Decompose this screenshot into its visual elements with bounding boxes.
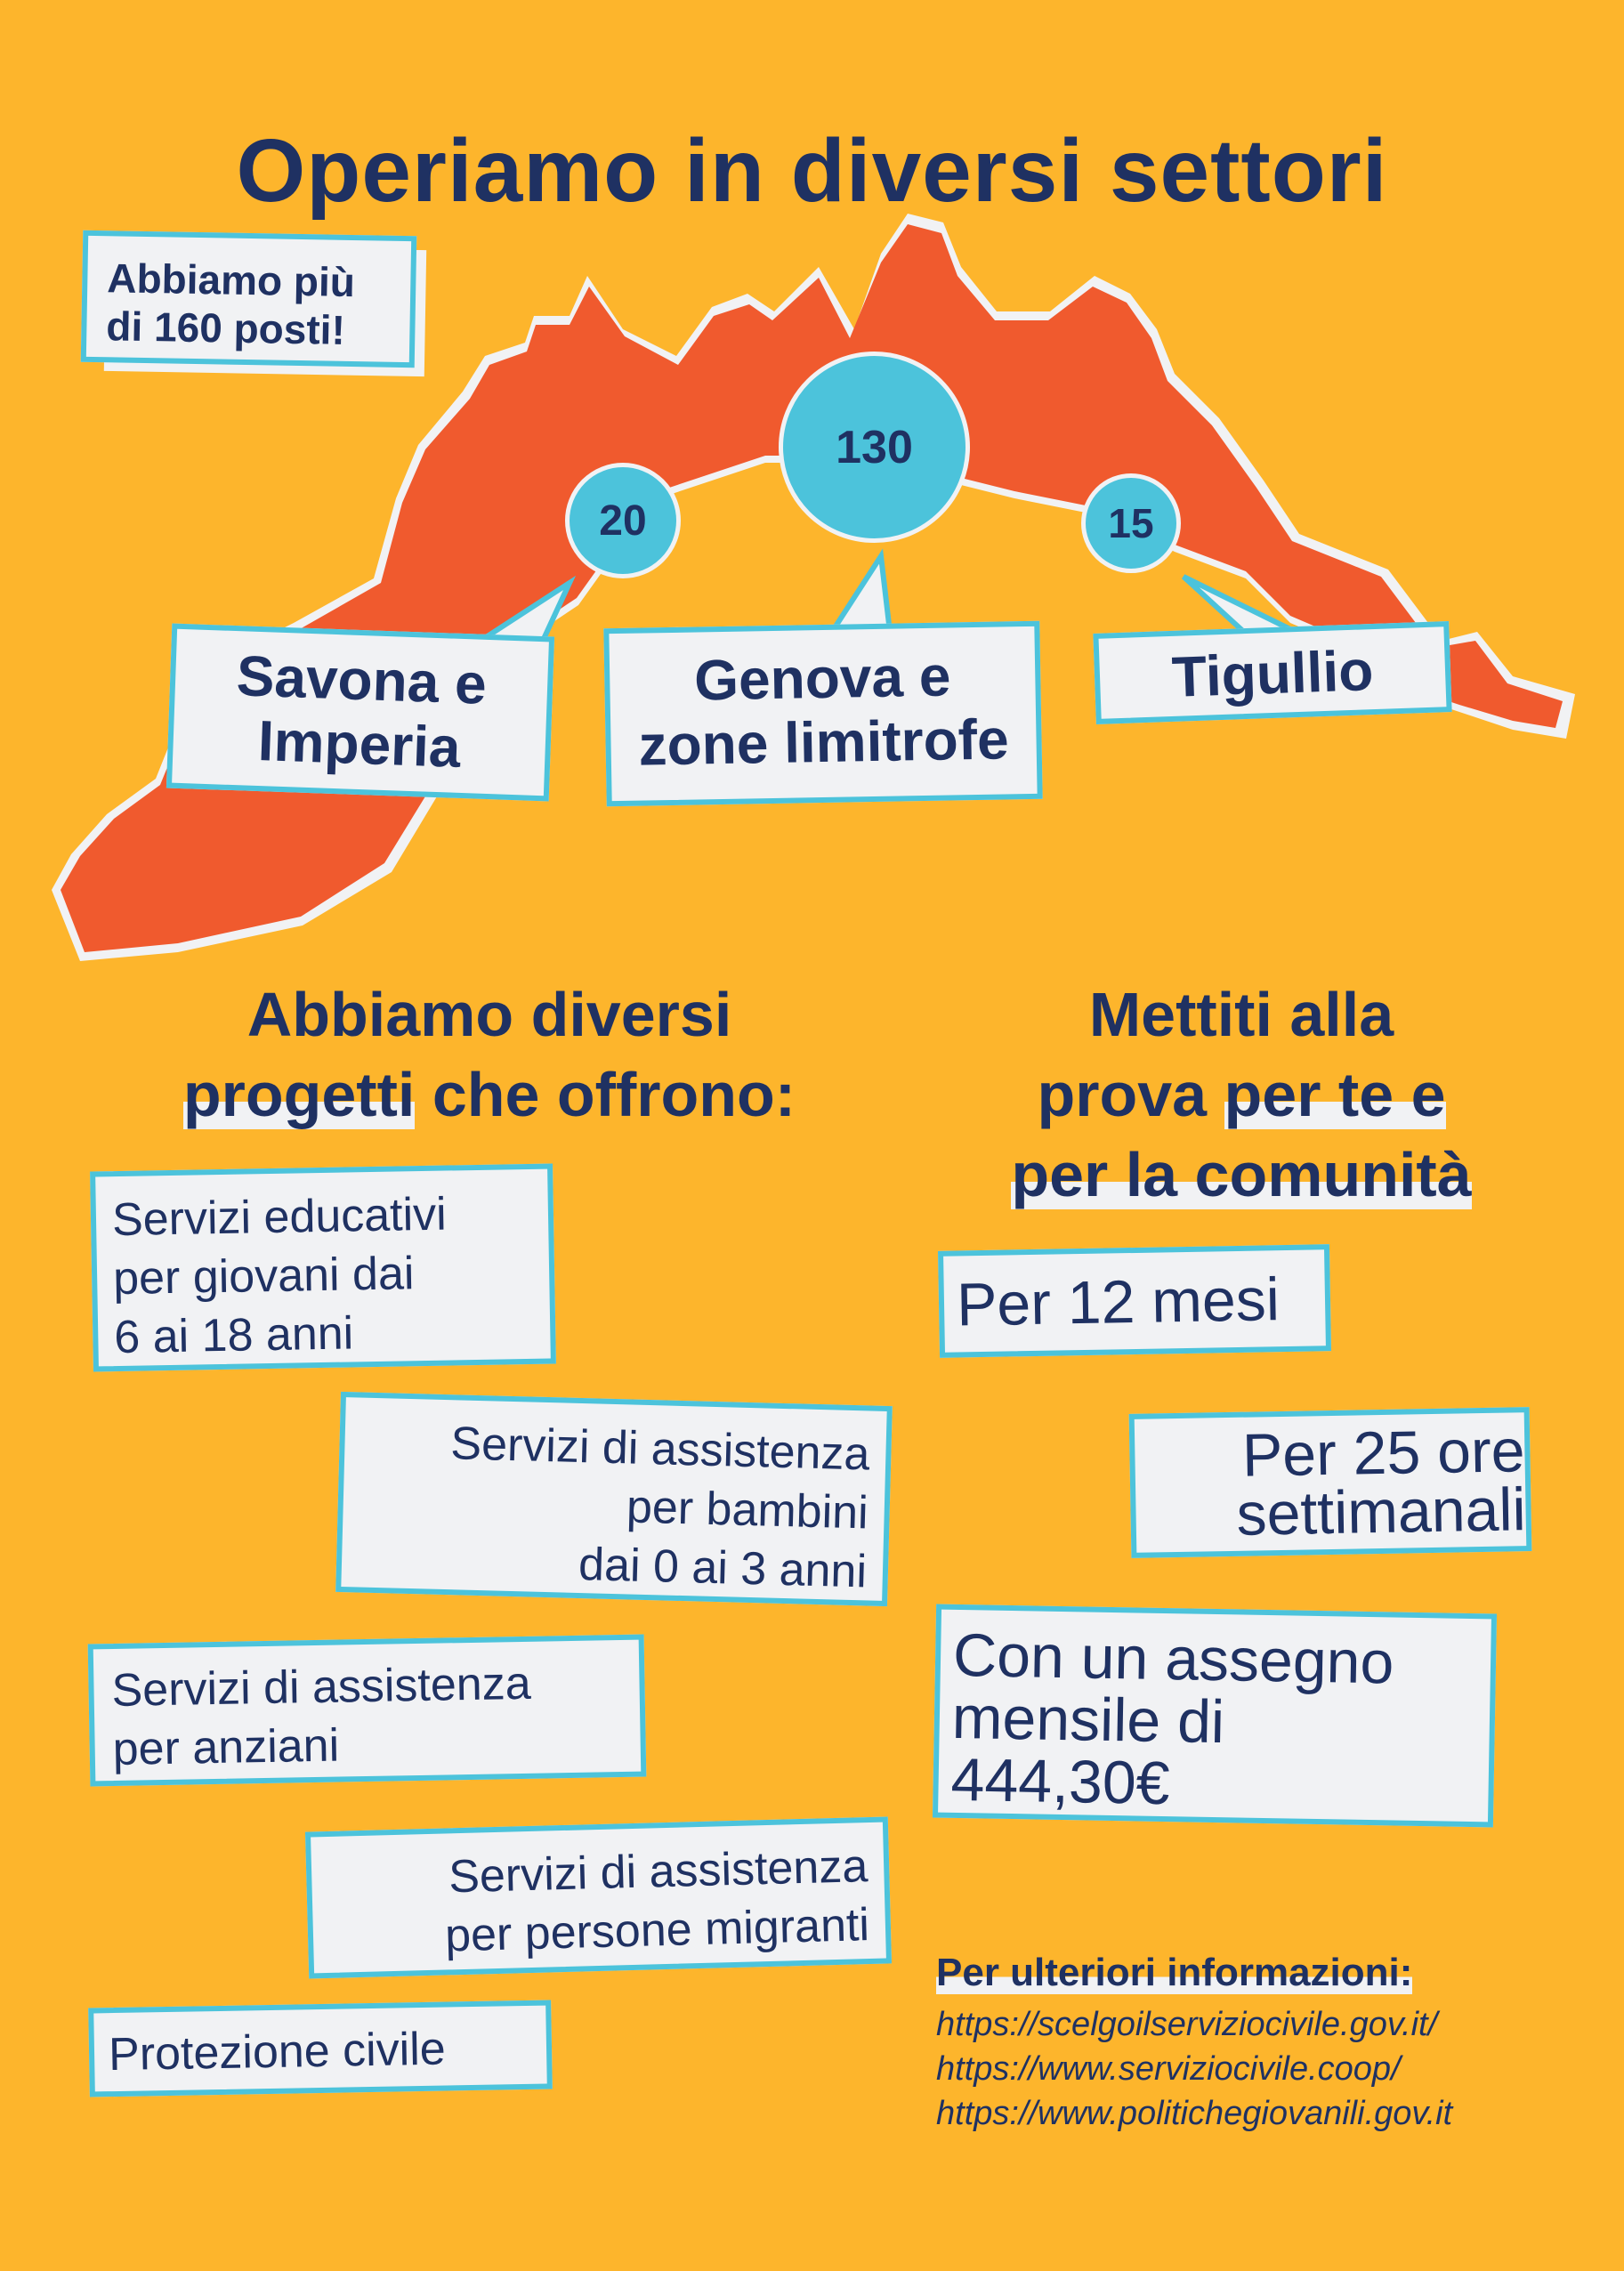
projects-heading-rest: che offrono: xyxy=(432,1060,796,1129)
genova-pointer xyxy=(832,556,890,632)
savona-pointer xyxy=(481,583,570,641)
projects-heading-line-2 xyxy=(80,1055,899,1135)
region-genova-label xyxy=(603,621,1042,807)
offer-duration xyxy=(938,1244,1331,1358)
seats-note xyxy=(81,230,417,368)
page-title: Operiamo in diversi settori xyxy=(236,121,1388,221)
challenge-heading-line-3 xyxy=(925,1135,1557,1215)
offer-duration-line-1: Per 12 mesi xyxy=(956,1265,1281,1339)
info-title-text: Per ulteriori informazioni: xyxy=(936,1951,1413,1994)
offer-allowance-line-3: 444,30€ xyxy=(950,1745,1171,1818)
project-elderly-line-2: per anziani xyxy=(112,1719,340,1775)
link-politichegiovanili[interactable]: https://www.politichegiovanili.gov.it xyxy=(936,2095,1453,2132)
project-children-line-1: Servizi di assistenza xyxy=(449,1418,871,1481)
tigullio-pointer xyxy=(1184,577,1299,634)
challenge-heading-highlight-1: per te e xyxy=(1224,1060,1446,1129)
project-migrants-line-2: per persone migranti xyxy=(444,1899,870,1962)
region-savona-line-1: Savona e xyxy=(235,643,488,716)
genova-count: 130 xyxy=(836,421,913,473)
savona-count: 20 xyxy=(599,497,647,545)
project-educational-line-1: Servizi educativi xyxy=(111,1188,448,1247)
challenge-heading-word: prova xyxy=(1037,1060,1208,1129)
offer-hours-line-1: Per 25 ore xyxy=(1241,1417,1526,1490)
region-savona-line-2: Imperia xyxy=(256,708,462,780)
project-educational xyxy=(90,1163,556,1371)
project-children xyxy=(335,1392,893,1606)
offer-allowance xyxy=(933,1604,1497,1828)
offer-hours-line-2: settimanali xyxy=(1235,1475,1527,1548)
region-genova-line-1: Genova e xyxy=(693,643,951,713)
region-savona-label xyxy=(166,624,554,802)
region-tigullio-label xyxy=(1093,621,1451,724)
project-children-line-3: dai 0 ai 3 anni xyxy=(578,1538,868,1598)
challenge-heading xyxy=(925,974,1557,1215)
project-migrants xyxy=(305,1816,892,1978)
info-title xyxy=(936,1951,1595,1995)
projects-heading-highlight: progetti xyxy=(182,1060,416,1129)
info-section xyxy=(936,1951,1595,2136)
project-civil-protection xyxy=(88,2000,553,2097)
region-tigullio-line-1: Tigullio xyxy=(1170,638,1375,709)
projects-heading-line-1: Abbiamo diversi xyxy=(246,980,732,1049)
project-elderly xyxy=(88,1635,647,1787)
link-scelgoilserviziocivile[interactable]: https://scelgoilserviziocivile.gov.it/ xyxy=(936,2006,1438,2043)
region-genova-line-2: zone limitrofe xyxy=(637,707,1010,778)
project-educational-line-2: per giovani dai xyxy=(112,1248,415,1305)
tigullio-count: 15 xyxy=(1108,500,1154,546)
challenge-heading-highlight-2: per la comunità xyxy=(1011,1140,1472,1209)
projects-heading xyxy=(80,974,899,1135)
project-civil-protection-line-1: Protezione civile xyxy=(108,2023,447,2081)
offer-allowance-line-1: Con un assegno xyxy=(952,1620,1394,1697)
project-migrants-line-1: Servizi di assistenza xyxy=(448,1840,869,1903)
offer-allowance-line-2: mensile di xyxy=(951,1683,1225,1757)
note-line-1: Abbiamo più xyxy=(106,255,356,306)
challenge-heading-line-2 xyxy=(925,1055,1557,1135)
project-educational-line-3: 6 ai 18 anni xyxy=(113,1307,354,1364)
project-elderly-line-1: Servizi di assistenza xyxy=(111,1657,532,1717)
link-serviziocivile-coop[interactable]: https://www.serviziocivile.coop/ xyxy=(936,2050,1401,2088)
offer-hours xyxy=(1129,1407,1532,1558)
challenge-heading-line-1: Mettiti alla xyxy=(1088,980,1394,1049)
project-children-line-2: per bambini xyxy=(626,1481,869,1540)
note-line-2: di 160 posti! xyxy=(105,303,346,353)
